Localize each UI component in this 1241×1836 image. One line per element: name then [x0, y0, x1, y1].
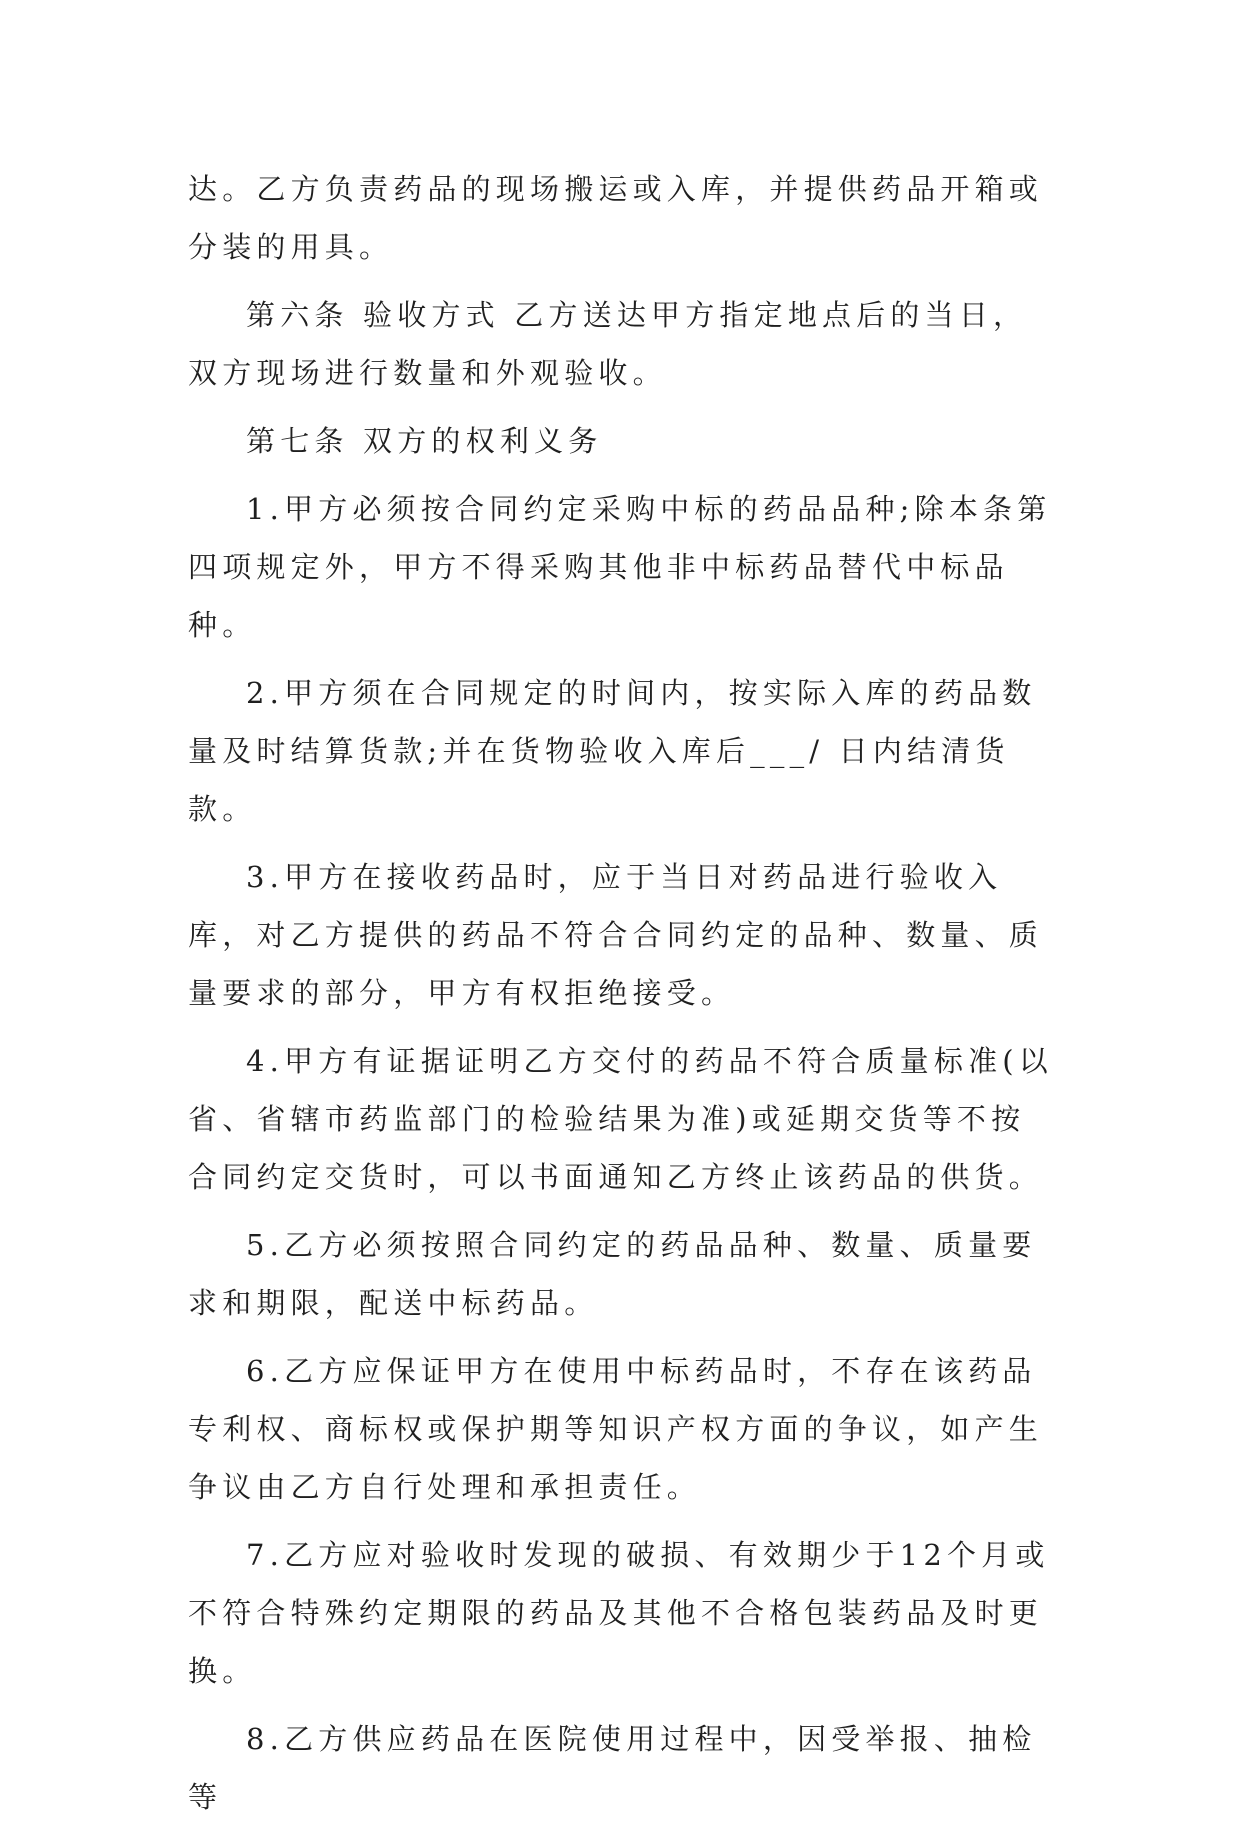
paragraph-item-3: 3.甲方在接收药品时，应于当日对药品进行验收入库，对乙方提供的药品不符合合同约定的品种、数量、质量要求的部分，甲方有权拒绝接受。 — [188, 860, 1044, 1010]
paragraph-item-7: 7.乙方应对验收时发现的破损、有效期少于12个月或不符合特殊约定期限的药品及其他不合格包装药品及时更换。 — [188, 1538, 1050, 1688]
paragraph-item-1: 1.甲方必须按合同约定采购中标的药品品种;除本条第四项规定外，甲方不得采购其他非中标药品替代中标品种。 — [188, 492, 1052, 642]
paragraph-item-2: 2.甲方须在合同规定的时间内，按实际入库的药品数量及时结算货款;并在货物验收入库后___/ 日内结清货款。 — [188, 676, 1037, 826]
paragraph-item-4: 4.甲方有证据证明乙方交付的药品不符合质量标准(以省、省辖市药监部门的检验结果为准)或延期交货等不按合同约定交货时，可以书面通知乙方终止该药品的供货。 — [188, 1044, 1053, 1194]
paragraph-article-6-acceptance: 第六条 验收方式 乙方送达甲方指定地点后的当日，双方现场进行数量和外观验收。 — [188, 298, 1028, 390]
paragraph-item-6: 6.乙方应保证甲方在使用中标药品时，不存在该药品专利权、商标权或保护期等知识产权方面的争议，如产生争议由乙方自行处理和承担责任。 — [188, 1354, 1044, 1504]
paragraph-article-7-heading: 第七条 双方的权利义务 — [246, 424, 603, 458]
paragraph-delivery-continuation: 达。乙方负责药品的现场搬运或入库，并提供药品开箱或分装的用具。 — [188, 172, 1044, 264]
document-body — [188, 160, 1058, 1836]
paragraph-item-5: 5.乙方必须按照合同约定的药品品种、数量、质量要求和期限，配送中标药品。 — [188, 1228, 1037, 1320]
paragraph-item-8: 8.乙方供应药品在医院使用过程中，因受举报、抽检等 — [188, 1722, 1037, 1814]
